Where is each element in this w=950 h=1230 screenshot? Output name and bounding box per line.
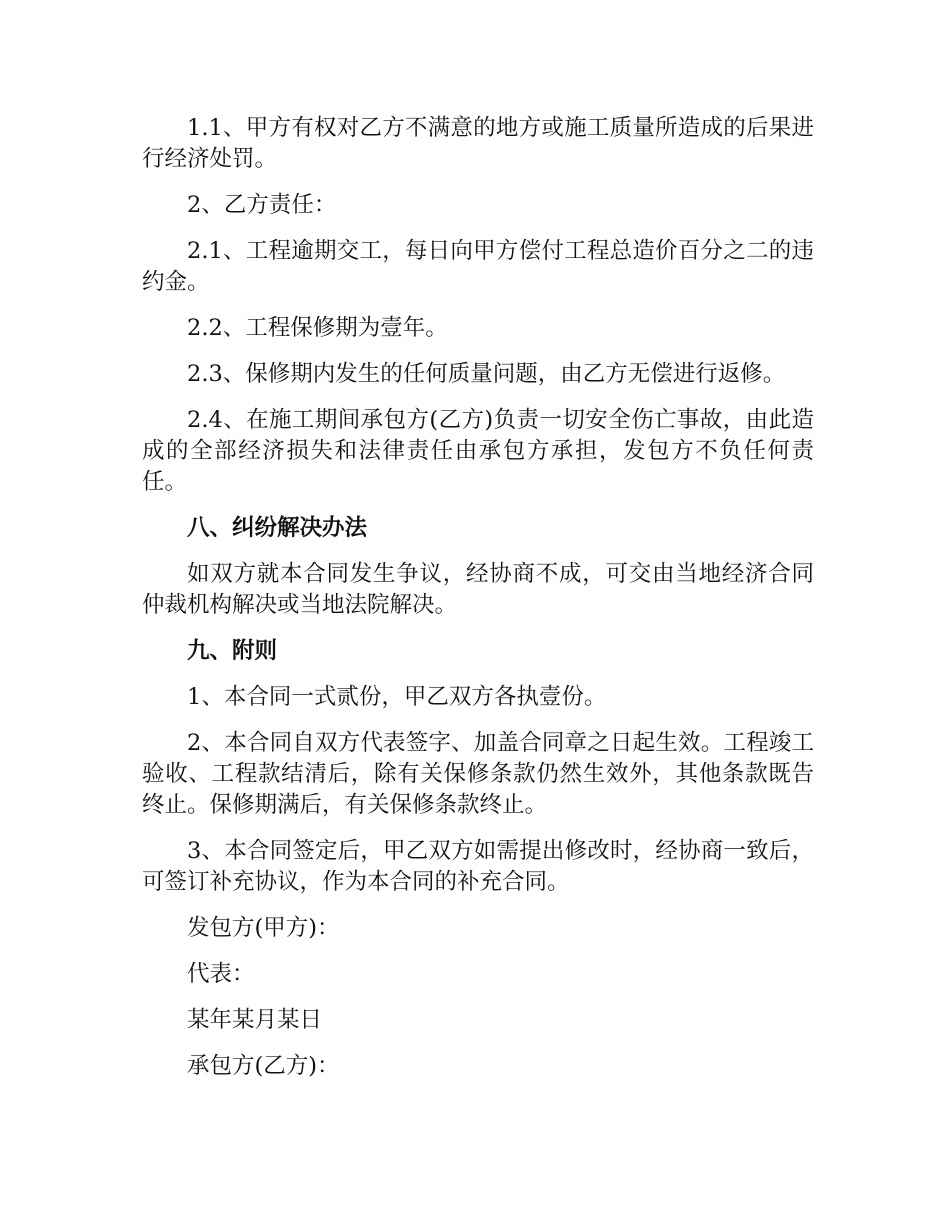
signature-representative: 代表： bbox=[187, 961, 255, 987]
appendix-item-2: 2、本合同自双方代表签字、加盖合同章之日起生效。工程竣工验收、工程款结清后，除有关保修条款仍然生效外，其他条款既告终止。保修期满后，有关保修条款终止。 bbox=[142, 730, 814, 818]
clause-2-4: 2.4、在施工期间承包方(乙方)负责一切安全伤亡事故，由此造成的全部经济损失和法律责任由承包方承担，发包方不负任何责任。 bbox=[142, 407, 814, 495]
signature-party-b: 承包方(乙方)： bbox=[187, 1053, 340, 1079]
section-heading-dispute: 八、纠纷解决办法 bbox=[187, 515, 368, 541]
section-heading-appendix: 九、附则 bbox=[187, 638, 278, 664]
document-page bbox=[142, 113, 814, 1097]
appendix-item-3: 3、本合同签定后，甲乙双方如需提出修改时，经协商一致后，可签订补充协议，作为本合同的补充合同。 bbox=[142, 838, 814, 895]
clause-2-title: 2、乙方责任： bbox=[187, 192, 337, 218]
clause-2-3: 2.3、保修期内发生的任何质量问题，由乙方无偿进行返修。 bbox=[187, 361, 786, 387]
clause-1-1: 1.1、甲方有权对乙方不满意的地方或施工质量所造成的后果进行经济处罚。 bbox=[142, 115, 814, 172]
clause-2-2: 2.2、工程保修期为壹年。 bbox=[187, 315, 448, 341]
appendix-item-1: 1、本合同一式贰份，甲乙双方各执壹份。 bbox=[187, 684, 607, 710]
signature-party-a: 发包方(甲方)： bbox=[187, 915, 340, 941]
clause-2-1: 2.1、工程逾期交工，每日向甲方偿付工程总造价百分之二的违约金。 bbox=[142, 238, 814, 295]
signature-date: 某年某月某日 bbox=[187, 1007, 323, 1033]
dispute-text: 如双方就本合同发生争议，经协商不成，可交由当地经济合同仲裁机构解决或当地法院解决。 bbox=[142, 561, 814, 618]
